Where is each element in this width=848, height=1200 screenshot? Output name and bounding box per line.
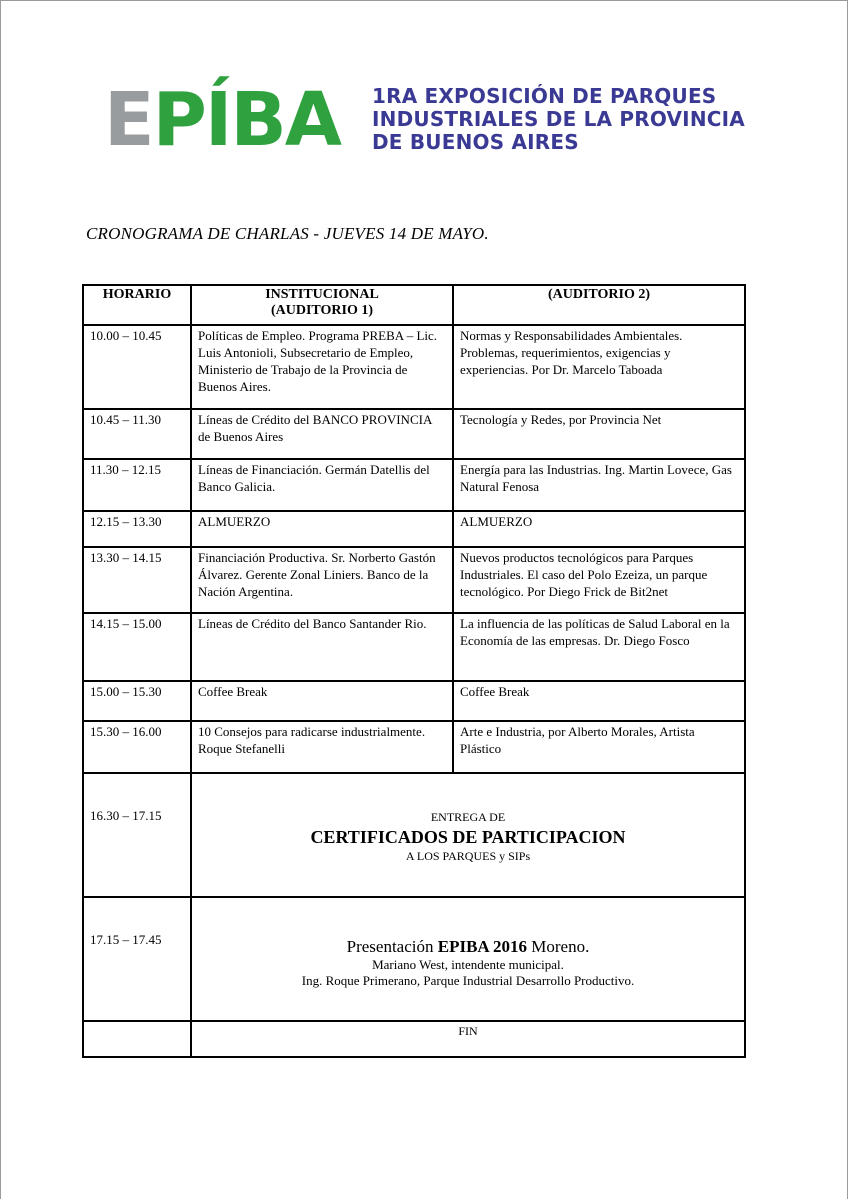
certificates-time: 16.30 – 17.15 bbox=[90, 808, 162, 823]
presentation-title bbox=[198, 937, 738, 957]
auditorio-1-cell: Financiación Productiva. Sr. Norberto Gastón Álvarez. Gerente Zonal Liniers. Banco de la Nación Argentina. bbox=[191, 547, 453, 613]
auditorio-2-cell: Nuevos productos tecnológicos para Parques Industriales. El caso del Polo Ezeiza, un parque tecnológico. Por Diego Frick de Bit2net bbox=[453, 547, 745, 613]
table-header-row bbox=[83, 285, 745, 325]
auditorio-1-cell: ALMUERZO bbox=[191, 511, 453, 547]
logo-letter-b: B bbox=[230, 77, 285, 163]
end-row bbox=[83, 1021, 745, 1057]
schedule-title: CRONOGRAMA DE CHARLAS - JUEVES 14 DE MAYO. bbox=[86, 224, 489, 243]
logo-subtitle-line: INDUSTRIALES DE LA PROVINCIA bbox=[372, 107, 745, 131]
auditorio-2-cell: Arte e Industria, por Alberto Morales, Artista Plástico bbox=[453, 721, 745, 773]
header-auditorio-1-line2: (AUDITORIO 1) bbox=[270, 303, 374, 318]
table-row bbox=[83, 459, 745, 511]
presentation-line-2: Mariano West, intendente municipal. bbox=[372, 957, 564, 972]
header-auditorio-2 bbox=[453, 285, 745, 325]
table-row bbox=[83, 409, 745, 459]
table-row bbox=[83, 721, 745, 773]
header-time-label: HORARIO bbox=[102, 287, 172, 302]
header-auditorio-1-line1: INSTITUCIONAL bbox=[265, 287, 379, 302]
end-cell: FIN bbox=[191, 1021, 745, 1057]
logo-subtitle-line: DE BUENOS AIRES bbox=[372, 130, 579, 154]
auditorio-1-cell: Políticas de Empleo. Programa PREBA – Lic. Luis Antonioli, Subsecretario de Empleo, Ministerio de Trabajo de la Provincia de Buenos Aires. bbox=[191, 325, 453, 409]
presentation-place: Moreno. bbox=[531, 937, 590, 956]
presentation-line-3: Ing. Roque Primerano, Parque Industrial Desarrollo Productivo. bbox=[301, 973, 635, 988]
logo-letter-a: A bbox=[284, 77, 341, 163]
table-row bbox=[83, 511, 745, 547]
certificates-top: ENTREGA DE bbox=[430, 810, 506, 824]
logo-wordmark bbox=[104, 77, 341, 163]
auditorio-2-cell: Coffee Break bbox=[453, 681, 745, 721]
header-auditorio-2-label: (AUDITORIO 2) bbox=[547, 287, 651, 302]
auditorio-1-cell: Coffee Break bbox=[191, 681, 453, 721]
time-cell: 15.00 – 15.30 bbox=[83, 681, 191, 721]
presentation-row bbox=[83, 897, 745, 1021]
table-row bbox=[83, 547, 745, 613]
certificates-title: CERTIFICADOS DE PARTICIPACION bbox=[310, 827, 626, 847]
table-row bbox=[83, 681, 745, 721]
certificates-bottom: A LOS PARQUES y SIPs bbox=[405, 849, 531, 863]
epiba-logo bbox=[104, 77, 784, 163]
time-cell: 10.45 – 11.30 bbox=[83, 409, 191, 459]
logo-subtitle bbox=[372, 85, 745, 154]
presentation-word: Presentación bbox=[346, 937, 434, 956]
logo-subtitle-line: 1RA EXPOSICIÓN DE PARQUES bbox=[372, 84, 717, 108]
time-cell: 14.15 – 15.00 bbox=[83, 613, 191, 681]
presentation-time: 17.15 – 17.45 bbox=[90, 932, 162, 947]
header-time bbox=[83, 285, 191, 325]
schedule-table bbox=[82, 284, 746, 1058]
auditorio-1-cell: Líneas de Crédito del BANCO PROVINCIA de Buenos Aires bbox=[191, 409, 453, 459]
auditorio-2-cell: Normas y Responsabilidades Ambientales. Problemas, requerimientos, exigencias y experiencias. Por Dr. Marcelo Taboada bbox=[453, 325, 745, 409]
table-row bbox=[83, 613, 745, 681]
time-cell: 11.30 – 12.15 bbox=[83, 459, 191, 511]
logo-letter-e: E bbox=[104, 77, 153, 163]
time-cell: 12.15 – 13.30 bbox=[83, 511, 191, 547]
auditorio-1-cell: Líneas de Financiación. Germán Datellis del Banco Galicia. bbox=[191, 459, 453, 511]
table-row bbox=[83, 325, 745, 409]
time-cell: 10.00 – 10.45 bbox=[83, 325, 191, 409]
time-cell: 13.30 – 14.15 bbox=[83, 547, 191, 613]
logo-letter-p: P bbox=[152, 77, 205, 163]
presentation-cell bbox=[191, 897, 745, 1021]
time-cell bbox=[83, 773, 191, 897]
auditorio-1-cell: Líneas de Crédito del Banco Santander Rio. bbox=[191, 613, 453, 681]
time-cell bbox=[83, 1021, 191, 1057]
time-cell bbox=[83, 897, 191, 1021]
auditorio-2-cell: ALMUERZO bbox=[453, 511, 745, 547]
presentation-event: EPIBA 2016 bbox=[437, 937, 528, 956]
auditorio-1-cell: 10 Consejos para radicarse industrialmente. Roque Stefanelli bbox=[191, 721, 453, 773]
auditorio-2-cell: Energía para las Industrias. Ing. Martin Lovece, Gas Natural Fenosa bbox=[453, 459, 745, 511]
time-cell: 15.30 – 16.00 bbox=[83, 721, 191, 773]
certificates-cell bbox=[191, 773, 745, 897]
auditorio-2-cell: Tecnología y Redes, por Provincia Net bbox=[453, 409, 745, 459]
auditorio-2-cell: La influencia de las políticas de Salud Laboral en la Economía de las empresas. Dr. Diego Fosco bbox=[453, 613, 745, 681]
header-auditorio-1 bbox=[191, 285, 453, 325]
logo-letter-i: Í bbox=[204, 77, 231, 163]
certificates-row bbox=[83, 773, 745, 897]
